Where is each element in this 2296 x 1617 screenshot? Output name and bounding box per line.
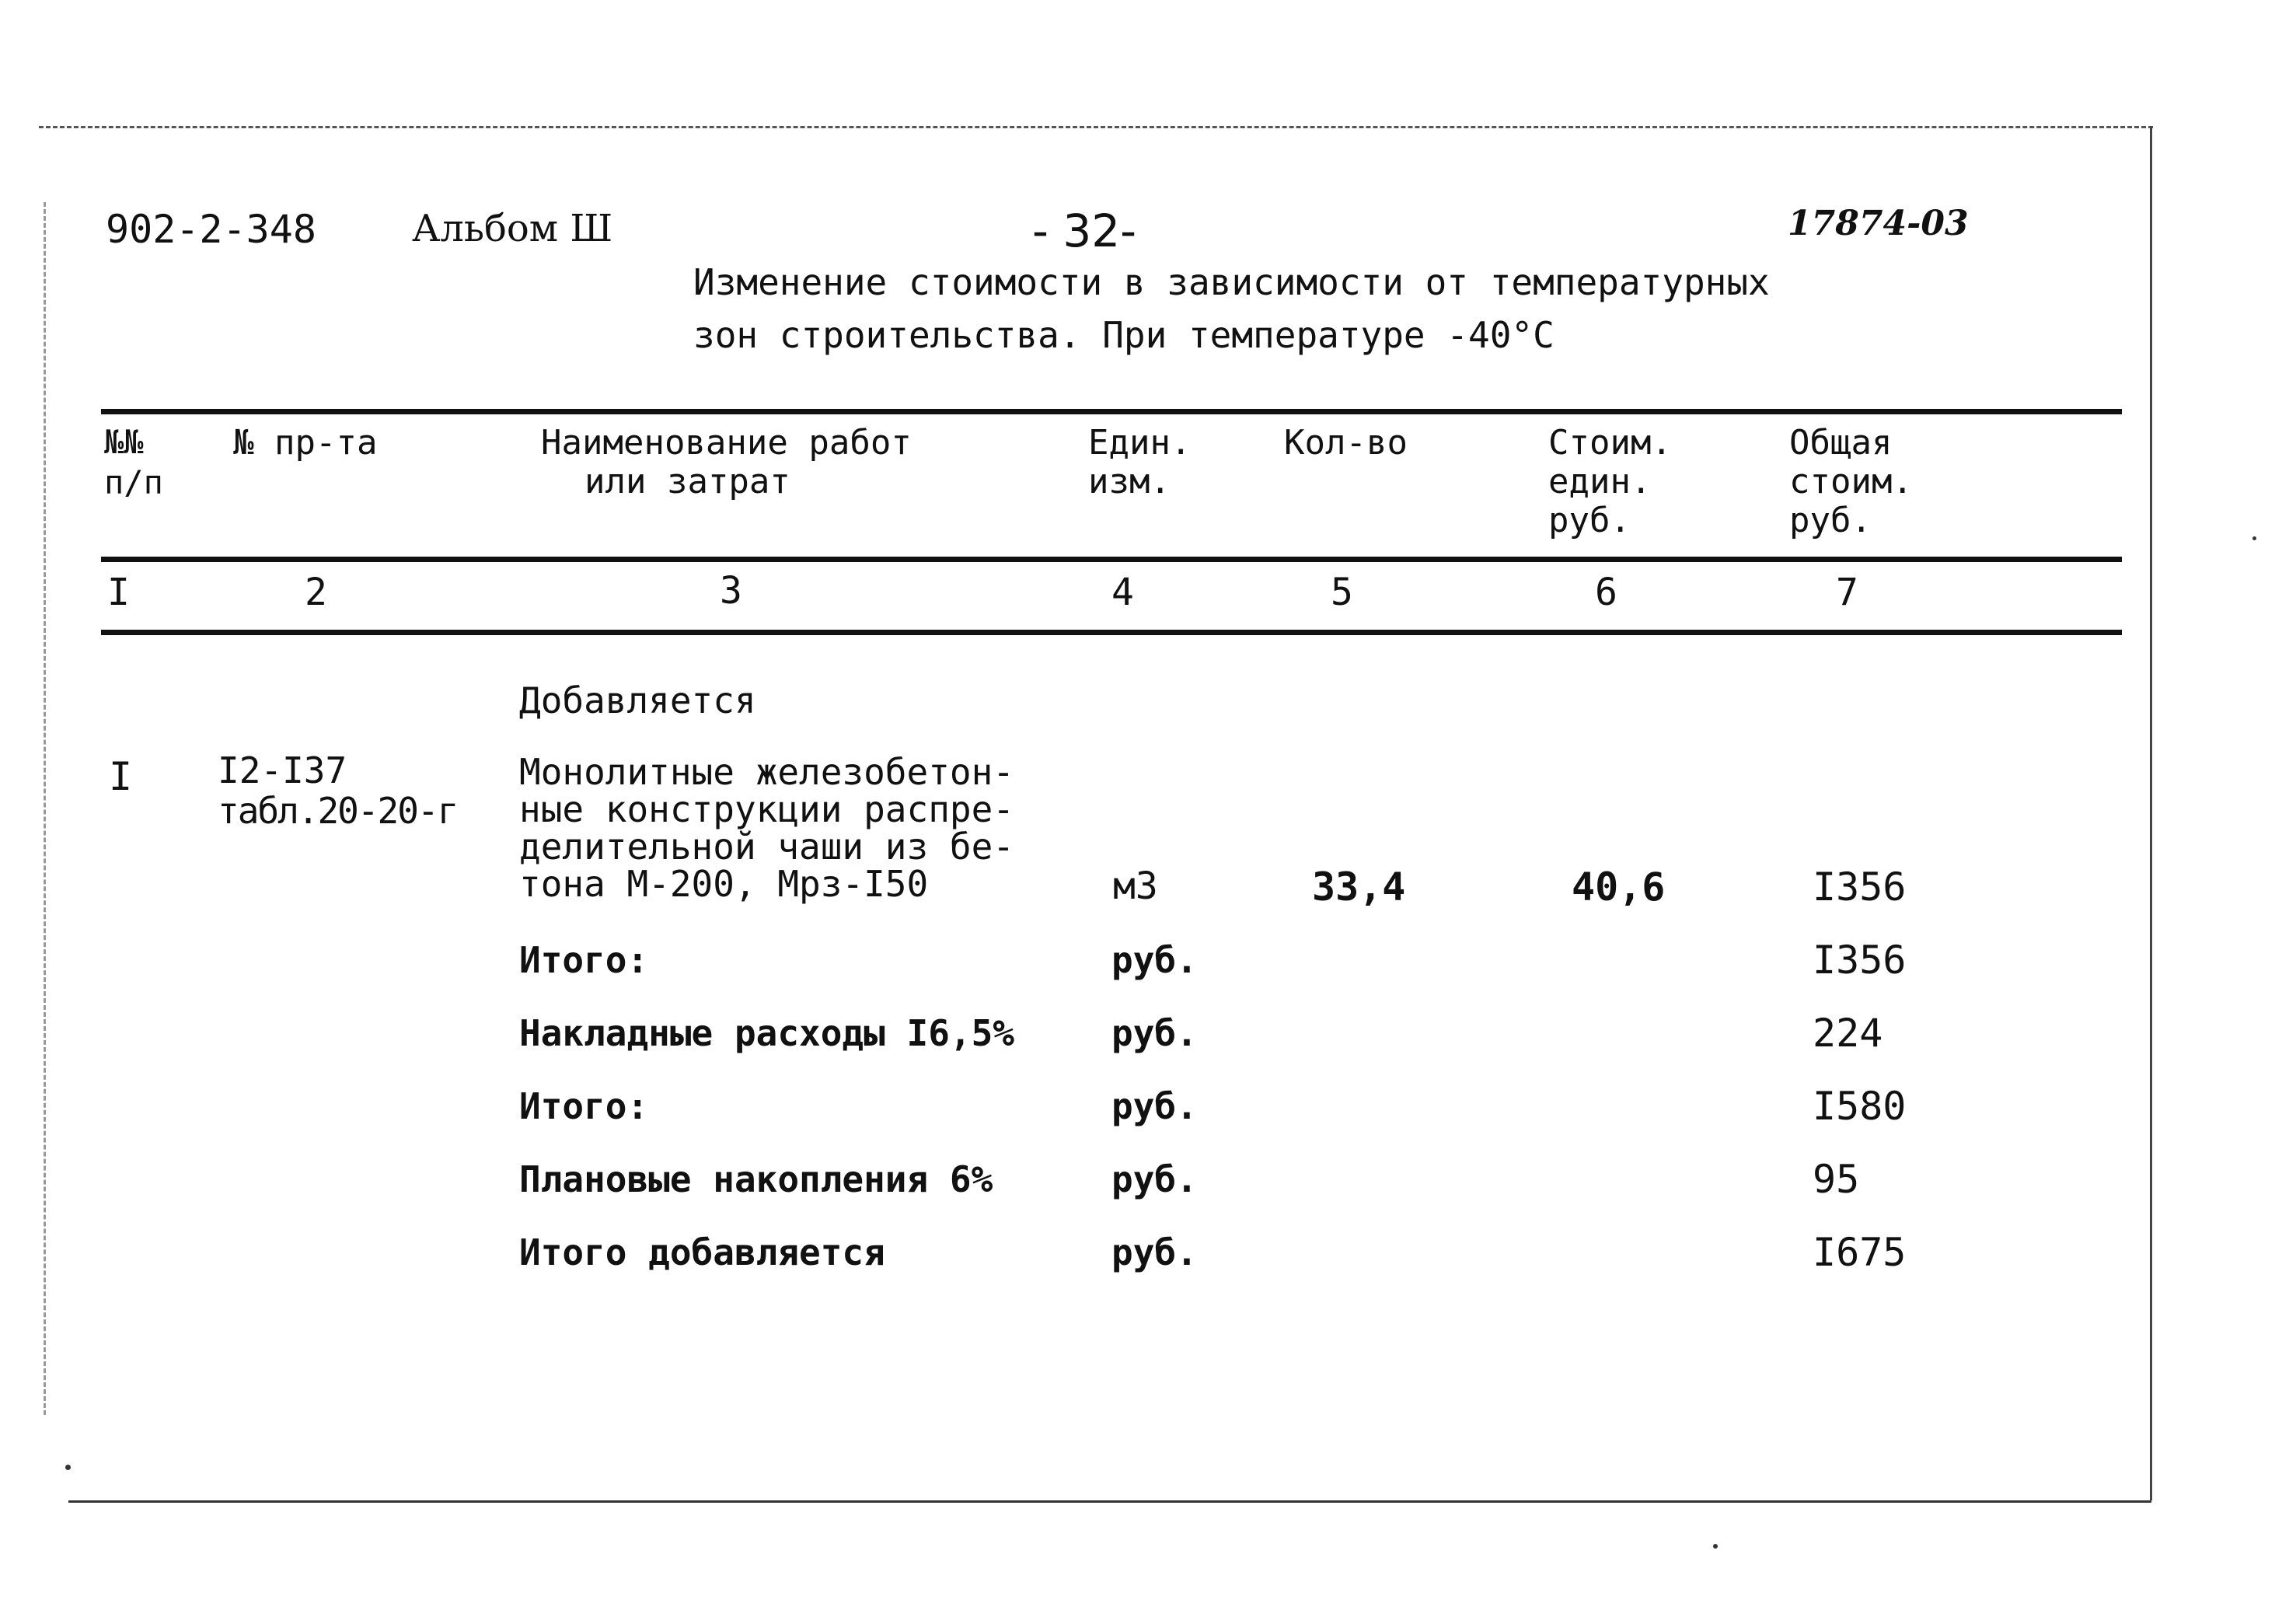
col-header-num-line1: №№	[104, 423, 144, 461]
col-header-name-line2: или затрат	[584, 462, 790, 501]
summary-label: Итого:	[519, 939, 649, 981]
col-header-project: № пр-та	[233, 423, 378, 463]
scan-speck	[1713, 1544, 1718, 1549]
summary-total: I356	[1813, 938, 1907, 983]
col-header-num-line2: п/п	[104, 463, 163, 501]
page-number: - 32-	[1032, 204, 1137, 257]
summary-total: 224	[1813, 1011, 1883, 1056]
col-number: 4	[1111, 571, 1134, 614]
section-label: Добавляется	[519, 679, 756, 721]
item-num: I	[109, 754, 133, 799]
table-top-rule	[101, 409, 2122, 414]
summary-label: Плановые накопления 6%	[519, 1158, 993, 1200]
summary-label: Итого:	[519, 1085, 649, 1127]
summary-unit: руб.	[1111, 1231, 1198, 1273]
item-qty: 33,4	[1312, 864, 1406, 910]
col-number: 3	[720, 569, 742, 613]
summary-total: I580	[1813, 1084, 1907, 1129]
item-name-line: ные конструкции распре-	[519, 788, 1014, 830]
item-unit: м3	[1113, 864, 1158, 908]
summary-unit: руб.	[1111, 1158, 1198, 1200]
doc-code: 902-2-348	[106, 207, 316, 252]
item-name-line: тона М-200, Мрз-I50	[519, 863, 929, 905]
frame-bottom-border	[68, 1500, 2151, 1503]
page-title-line1: Изменение стоимости в зависимости от температурных	[693, 261, 1770, 303]
frame-right-border	[2150, 126, 2152, 1500]
col-header-unit-cost-line1: Стоим.	[1548, 423, 1672, 463]
summary-total: 95	[1813, 1157, 1860, 1202]
header-bottom-rule	[101, 557, 2122, 562]
col-number: 6	[1595, 571, 1617, 614]
col-header-unit-line1: Един.	[1088, 423, 1192, 463]
item-unit-cost: 40,6	[1572, 864, 1666, 910]
col-header-unit-line2: изм.	[1088, 462, 1171, 501]
summary-total: I675	[1813, 1230, 1907, 1275]
col-header-unit-cost-line2: един.	[1548, 462, 1652, 501]
page-title-line2: зон строительства. При температуре -40°С	[693, 314, 1555, 356]
col-header-name-line1: Наименование работ	[541, 423, 912, 463]
scan-speck	[65, 1465, 71, 1470]
summary-unit: руб.	[1111, 1012, 1198, 1054]
frame-left-border	[44, 202, 46, 1415]
item-project-line2: табл.20-20-г	[218, 790, 458, 832]
album-label: Альбом Ш	[412, 207, 613, 250]
scan-speck	[2252, 536, 2256, 540]
item-total: I356	[1813, 864, 1907, 910]
item-project-line1: I2-I37	[218, 749, 347, 791]
col-number: 2	[305, 571, 327, 614]
frame-top-border	[39, 126, 2153, 128]
col-number: 7	[1836, 571, 1858, 614]
summary-unit: руб.	[1111, 939, 1198, 981]
col-number: I	[107, 571, 130, 614]
summary-unit: руб.	[1111, 1085, 1198, 1127]
summary-label: Итого добавляется	[519, 1231, 885, 1273]
numbers-bottom-rule	[101, 630, 2122, 635]
summary-label: Накладные расходы I6,5%	[519, 1012, 1014, 1054]
item-name-line: Монолитные железобетон-	[519, 751, 1014, 793]
col-header-total-line3: руб.	[1789, 501, 1872, 540]
col-header-unit-cost-line3: руб.	[1548, 501, 1631, 540]
col-header-total-line2: стоим.	[1789, 462, 1913, 501]
archive-stamp: 17874-03	[1788, 204, 1969, 243]
col-header-qty: Кол-во	[1284, 423, 1408, 463]
item-name-line: делительной чаши из бе-	[519, 826, 1014, 868]
col-header-total-line1: Общая	[1789, 423, 1893, 463]
col-number: 5	[1331, 571, 1353, 614]
